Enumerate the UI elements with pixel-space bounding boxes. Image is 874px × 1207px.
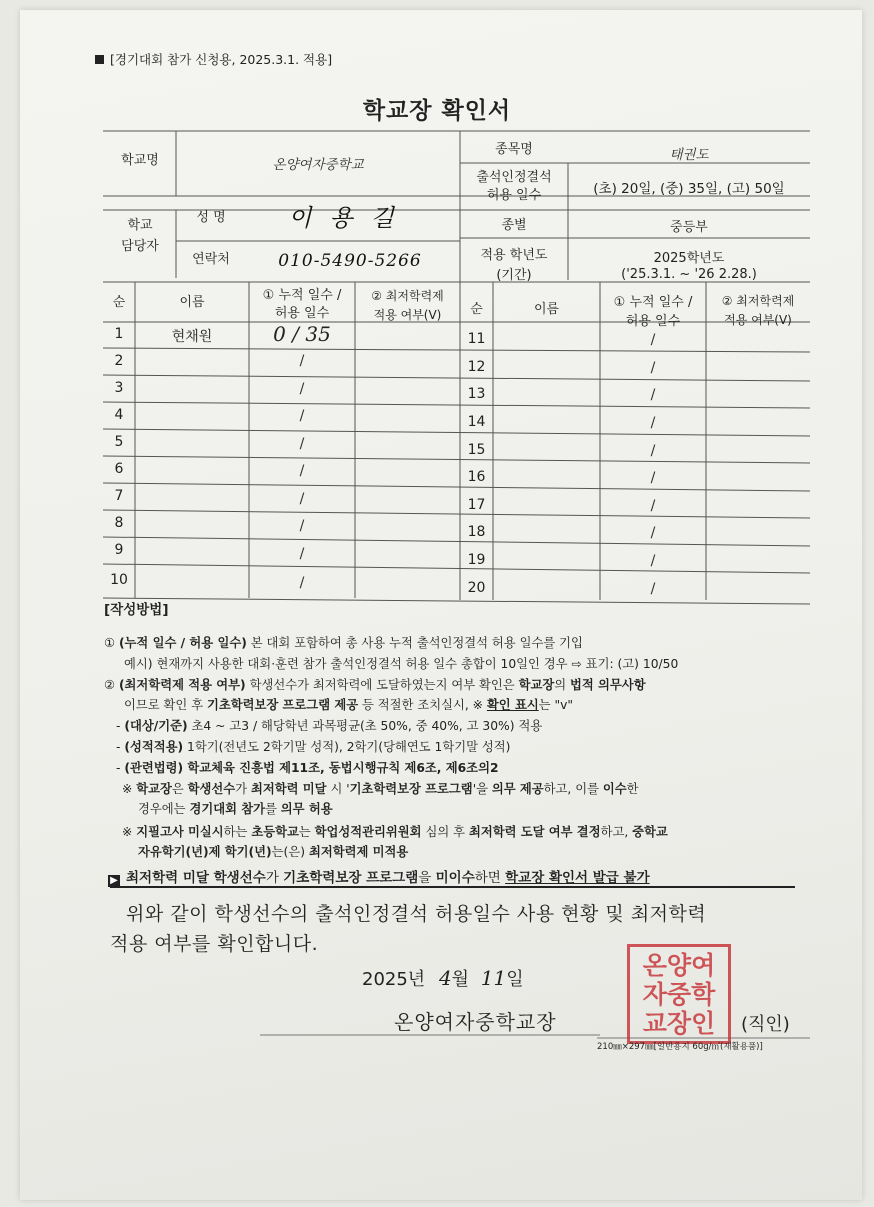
col-min-right-1: ② 최저학력제	[721, 294, 795, 308]
guide-line-7: - (관련법령) 학교체육 진흥법 제11조, 동법시행규칙 제6조, 제6조의2	[116, 761, 499, 775]
guide-line-2: 예시) 현재까지 사용한 대회·훈련 참가 출석인정결석 허용 일수 총합이 10일인 경우 ⇨ 표기: (고) 10/50	[124, 657, 679, 671]
table-row-days: /	[650, 470, 656, 486]
category-label: 종별	[501, 218, 527, 233]
col-no-right: 순	[470, 302, 483, 317]
year-value-1: 2025학년도	[653, 251, 725, 266]
col-days-right-1: ① 누적 일수 /	[613, 295, 693, 310]
name-label: 성 명	[196, 210, 226, 225]
table-row-no: 1	[114, 326, 124, 342]
table-row-no: 12	[467, 359, 486, 375]
table-row-no: 19	[467, 552, 486, 568]
table-row-days: /	[650, 553, 656, 569]
guide-line-10: ※ 지필고사 미실시하는 초등학교는 학업성적관리위원회 심의 후 최저학력 도달 여부 결정하고, 중학교	[122, 825, 668, 839]
guide-line-3: ② (최저학력제 적용 여부) 학생선수가 최저학력에 도달하였는지 여부 확인은 학교장의 법적 의무사항	[104, 678, 646, 692]
manager-label-1: 학교	[127, 218, 153, 233]
table-row-days: /	[650, 415, 656, 431]
guide-line-1: ① (누적 일수 / 허용 일수) 본 대회 포함하여 총 사용 누적 출석인정결석 허용 일수를 기입	[104, 636, 583, 650]
table-row-days: /	[299, 381, 305, 397]
guide-line-9: 경우에는 경기대회 참가를 의무 허용	[138, 802, 333, 816]
col-name-right: 이름	[533, 302, 560, 317]
paper-spec: 210㎜×297㎜[일반용지 60g/㎡(재활용품)]	[597, 1042, 763, 1052]
table-row-no: 20	[467, 580, 486, 596]
confirm-line-1: 위와 같이 학생선수의 출석인정결석 허용일수 사용 현황 및 최저학력	[126, 903, 707, 925]
signing-date: 2025년 4월 11일	[362, 966, 524, 990]
table-row-no: 10	[110, 572, 128, 588]
document-title: 학교장 확인서	[362, 98, 512, 124]
issuance-notice: ▶ 최저학력 미달 학생선수가 기초학력보장 프로그램을 미이수하면 학교장 확인서 발급 불가	[108, 866, 650, 887]
allowed-days-label-2: 허용 일수	[486, 188, 542, 203]
col-name-left: 이름	[179, 295, 205, 310]
table-row-no: 15	[467, 442, 486, 458]
contact-value-handwritten: 010-5490-5266	[278, 251, 422, 271]
col-min-left-2: 적용 여부(V)	[373, 308, 442, 322]
table-row-no: 8	[114, 515, 124, 531]
guide-line-11: 자유학기(년)제 학기(년)는(은) 최저학력제 미적용	[138, 845, 409, 859]
manager-label-2: 담당자	[121, 239, 159, 254]
guide-line-4: 이므로 확인 후 기초학력보장 프로그램 제공 등 적절한 조치실시, ※ 확인 표시는 "v"	[124, 698, 574, 712]
col-days-left-1: ① 누적 일수 /	[262, 288, 342, 303]
table-row-name: 현채원	[171, 329, 213, 345]
contact-label: 연락처	[192, 252, 230, 267]
official-seal-stamp: 온양여 자중학 교장인	[627, 944, 731, 1044]
col-days-right-2: 허용 일수	[625, 314, 681, 329]
table-row-days: /	[650, 387, 656, 403]
table-row-days: /	[299, 353, 305, 369]
table-row-days: /	[299, 436, 305, 452]
allowed-days-label-1: 출석인정결석	[476, 170, 552, 185]
table-row-no: 16	[467, 469, 486, 485]
table-row-days: /	[299, 491, 305, 507]
table-row-no: 5	[114, 434, 124, 450]
col-days-left-2: 허용 일수	[274, 306, 330, 321]
table-row-days: /	[299, 518, 305, 534]
table-row-no: 17	[467, 497, 486, 513]
table-row-days: /	[299, 575, 305, 591]
table-row-days: /	[299, 463, 305, 479]
table-row-days: /	[650, 498, 656, 514]
guide-line-6: - (성적적용) 1학기(전년도 2학기말 성적), 2학기(당해연도 1학기말 성적)	[116, 740, 511, 754]
table-row-no: 13	[467, 386, 486, 402]
table-row-no: 3	[114, 380, 124, 396]
category-value: 중등부	[670, 220, 708, 235]
table-row-no: 4	[114, 407, 124, 423]
document-tag-text: [경기대회 참가 신청용, 2025.3.1. 적용]	[110, 52, 333, 67]
sport-value: 태권도	[669, 147, 709, 163]
stamp-label: (직인)	[741, 1014, 790, 1035]
principal-name: 온양여자중학교장	[394, 1010, 557, 1034]
col-no-left: 순	[112, 295, 126, 310]
year-value-2: ('25.3.1. ~ '26 2.28.)	[621, 267, 757, 282]
table-row-days: /	[650, 581, 656, 597]
col-min-right-2: 적용 여부(V)	[724, 313, 792, 327]
table-row-days: /	[650, 525, 656, 541]
table-row-no: 7	[114, 488, 124, 504]
col-min-left-1: ② 최저학력제	[371, 289, 444, 303]
year-label-2: (기간)	[496, 268, 532, 283]
table-row-days: /	[650, 332, 656, 348]
table-row-days: /	[650, 443, 656, 459]
guide-line-5: - (대상/기준) 초4 ~ 고3 / 해당학년 과목평균(초 50%, 중 40%, 고 30%) 적용	[116, 719, 543, 733]
table-row-no: 9	[114, 542, 124, 558]
table-row-days: /	[299, 408, 305, 424]
year-label-1: 적용 학년도	[480, 248, 548, 263]
table-row-days: /	[650, 360, 656, 376]
guide-heading: [작성방법]	[104, 602, 169, 618]
table-row-no: 18	[467, 524, 486, 540]
table-row-no: 11	[467, 331, 486, 347]
school-label: 학교명	[121, 153, 159, 168]
table-row-no: 14	[467, 414, 486, 430]
table-row-days: /	[299, 546, 305, 562]
sport-label: 종목명	[495, 142, 533, 157]
notice-arrow-icon: ▶	[108, 875, 120, 887]
school-value: 온양여자중학교	[272, 157, 364, 173]
table-row-no: 6	[114, 461, 124, 477]
confirm-line-2: 적용 여부를 확인합니다.	[110, 933, 319, 955]
name-value-handwritten: 이용길	[288, 204, 412, 232]
guide-line-8: ※ 학교장은 학생선수가 최저학력 미달 시 '기초학력보장 프로그램'을 의무 제공하고, 이를 이수한	[122, 782, 639, 796]
table-row-no: 2	[114, 353, 124, 369]
table-row-days-handwritten: 0 / 35	[273, 322, 331, 346]
allowed-days-value: (초) 20일, (중) 35일, (고) 50일	[593, 181, 785, 197]
